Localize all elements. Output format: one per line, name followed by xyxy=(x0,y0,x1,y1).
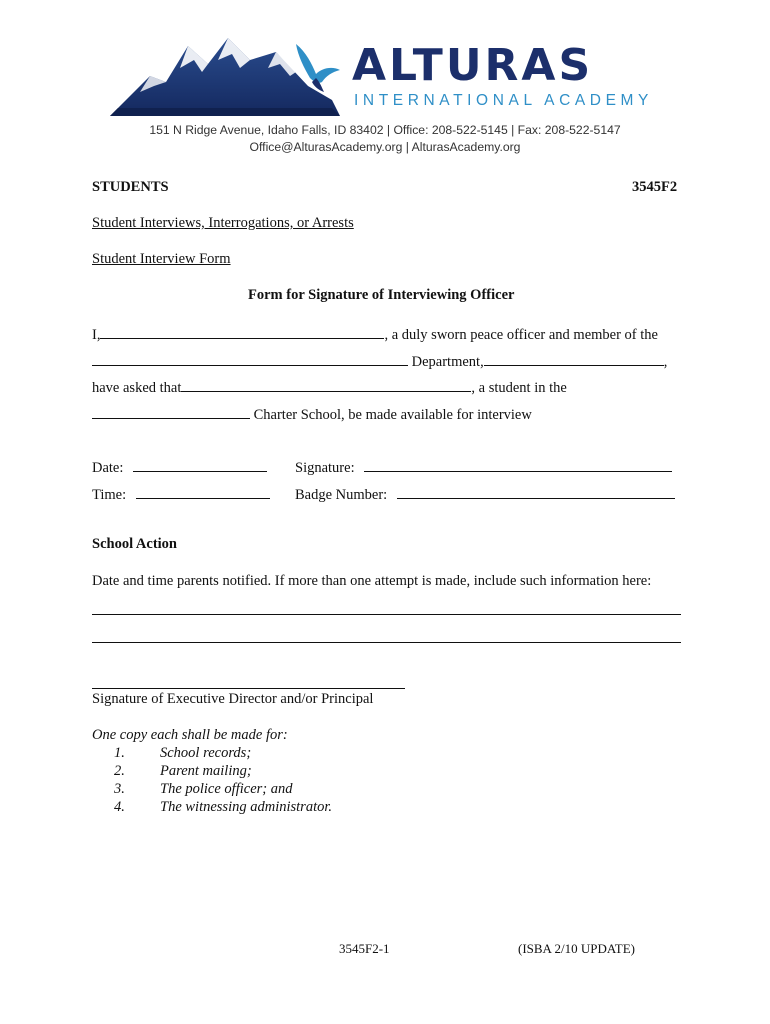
paragraph-line-4 xyxy=(92,404,532,423)
time-field[interactable] xyxy=(136,484,270,499)
principal-signature-line[interactable] xyxy=(92,688,405,689)
charter-school-suffix: Charter School, be made available for interview xyxy=(250,407,532,423)
date-label: Date: xyxy=(92,460,124,476)
list-item-number: 1. xyxy=(114,745,125,761)
form-title: Form for Signature of Interviewing Officer xyxy=(248,287,515,303)
copies-intro: One copy each shall be made for: xyxy=(92,727,288,743)
officer-suffix: , a duly sworn peace officer and member of the xyxy=(384,327,658,343)
date-row xyxy=(92,457,267,476)
footer-update: (ISBA 2/10 UPDATE) xyxy=(518,941,636,956)
list-item: The police officer; and xyxy=(160,781,293,797)
brand-subtitle: INTERNATIONAL ACADEMY xyxy=(354,92,653,109)
badge-label: Badge Number: xyxy=(295,487,388,503)
address-line: 151 N Ridge Avenue, Idaho Falls, ID 83402 | Office: 208-522-5145 | Fax: 208-522-5147 xyxy=(149,123,621,137)
list-item-number: 3. xyxy=(114,781,125,797)
paragraph-line-1 xyxy=(92,324,658,343)
school-action-heading: School Action xyxy=(92,536,177,552)
student-name-field[interactable] xyxy=(181,377,471,392)
signature-row xyxy=(295,457,672,476)
principal-signature-caption: Signature of Executive Director and/or Principal xyxy=(92,691,374,707)
charter-school-field[interactable] xyxy=(92,404,250,419)
date-field[interactable] xyxy=(133,457,267,472)
notification-line-1[interactable] xyxy=(92,614,681,615)
list-item: School records; xyxy=(160,745,252,761)
section-label: STUDENTS xyxy=(92,179,169,195)
badge-number-field[interactable] xyxy=(397,484,675,499)
list-item-number: 2. xyxy=(114,763,125,779)
officer-name-field[interactable] xyxy=(100,324,384,339)
brand-name: ALTURAS xyxy=(352,40,594,91)
list-item: The witnessing administrator. xyxy=(160,799,333,815)
footer-page-code: 3545F2-1 xyxy=(339,941,390,956)
asked-that-label: have asked that xyxy=(92,380,182,396)
officer-prefix: I, xyxy=(92,327,101,343)
department-extra-field[interactable] xyxy=(484,351,664,366)
student-suffix: , a student in the xyxy=(471,380,567,396)
time-label: Time: xyxy=(92,487,127,503)
form-name: Student Interview Form xyxy=(92,251,231,267)
paragraph-line-2 xyxy=(92,351,667,370)
list-item: Parent mailing; xyxy=(160,763,252,779)
department-label: Department, xyxy=(408,354,484,370)
policy-title: Student Interviews, Interrogations, or Arrests xyxy=(92,215,354,231)
policy-code: 3545F2 xyxy=(632,179,678,195)
notification-line-2[interactable] xyxy=(92,642,681,643)
list-item-number: 4. xyxy=(114,799,125,815)
badge-row xyxy=(295,484,675,503)
paragraph-line-3 xyxy=(92,377,567,396)
signature-field[interactable] xyxy=(364,457,672,472)
signature-label: Signature: xyxy=(295,460,355,476)
department-field[interactable] xyxy=(92,351,408,366)
contact-line: Office@AlturasAcademy.org | AlturasAcademy.org xyxy=(249,140,521,154)
school-action-instruction: Date and time parents notified. If more than one attempt is made, include such information here: xyxy=(92,573,652,589)
line2-end: , xyxy=(663,354,668,370)
time-row xyxy=(92,484,270,503)
